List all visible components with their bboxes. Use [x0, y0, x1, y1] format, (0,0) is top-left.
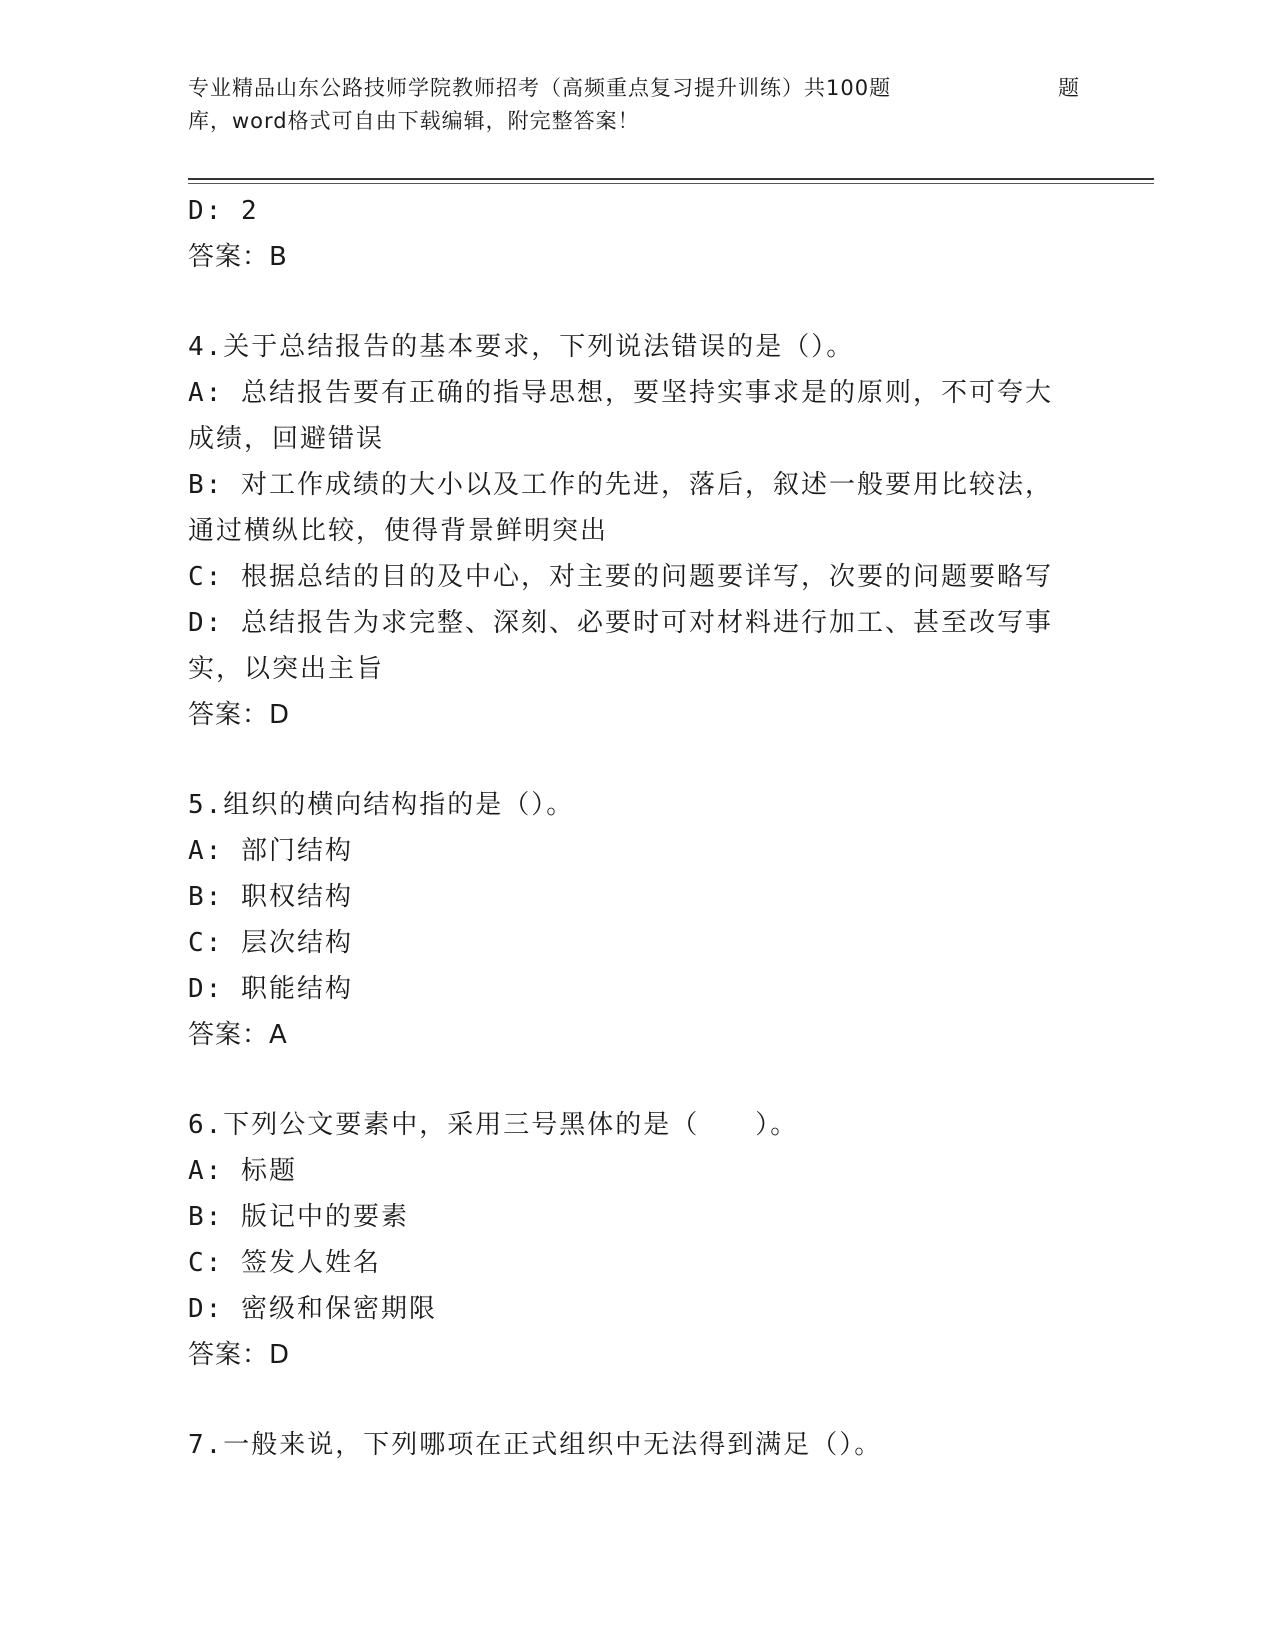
- option-d: D: 密级和保密期限: [188, 1294, 437, 1324]
- question-stem: 4.关于总结报告的基本要求，下列说法错误的是（）。: [188, 332, 855, 362]
- answer: 答案：D: [188, 700, 291, 730]
- option-c: C: 层次结构: [188, 928, 353, 958]
- header-line-2: 库，word格式可自由下载编辑，附完整答案！: [188, 109, 640, 133]
- question-5: [188, 782, 1088, 1058]
- document-body: [188, 188, 1088, 1468]
- option-b: B: 职权结构: [188, 882, 353, 912]
- option-d-cont: 实，以突出主旨: [188, 654, 385, 684]
- question-6: [188, 1102, 1088, 1378]
- answer: 答案：D: [188, 1340, 291, 1370]
- option-a: A: 总结报告要有正确的指导思想，要坚持实事求是的原则，不可夸大: [188, 378, 1053, 408]
- header-line-1: 专业精品山东公路技师学院教师招考（高频重点复习提升训练）共100题: [188, 76, 892, 100]
- question-stem: 5.组织的横向结构指的是（）。: [188, 790, 575, 820]
- header-divider-thick: [188, 178, 1154, 180]
- option-b: B: 版记中的要素: [188, 1202, 409, 1232]
- question-7: [188, 1422, 1088, 1468]
- option-b: B: 对工作成绩的大小以及工作的先进，落后，叙述一般要用比较法，: [188, 470, 1053, 500]
- fragment-answer: 答案：B: [188, 242, 288, 272]
- option-a: A: 部门结构: [188, 836, 353, 866]
- header-line-1-tail: 题: [1058, 76, 1079, 100]
- option-d: D: 总结报告为求完整、深刻、必要时可对材料进行加工、甚至改写事: [188, 608, 1053, 638]
- fragment-option-d: D: 2: [188, 196, 259, 226]
- document-header: [188, 72, 1088, 138]
- answer: 答案：A: [188, 1020, 288, 1050]
- option-b-cont: 通过横纵比较，使得背景鲜明突出: [188, 516, 609, 546]
- question-stem: 7.一般来说，下列哪项在正式组织中无法得到满足（）。: [188, 1430, 883, 1460]
- option-c: C: 根据总结的目的及中心，对主要的问题要详写，次要的问题要略写: [188, 562, 1053, 592]
- header-divider-thin: [188, 183, 1154, 184]
- option-a: A: 标题: [188, 1156, 297, 1186]
- question-stem: 6.下列公文要素中，采用三号黑体的是（ ）。: [188, 1110, 799, 1140]
- question-4: [188, 324, 1088, 738]
- option-a-cont: 成绩，回避错误: [188, 424, 385, 454]
- option-d: D: 职能结构: [188, 974, 353, 1004]
- option-c: C: 签发人姓名: [188, 1248, 381, 1278]
